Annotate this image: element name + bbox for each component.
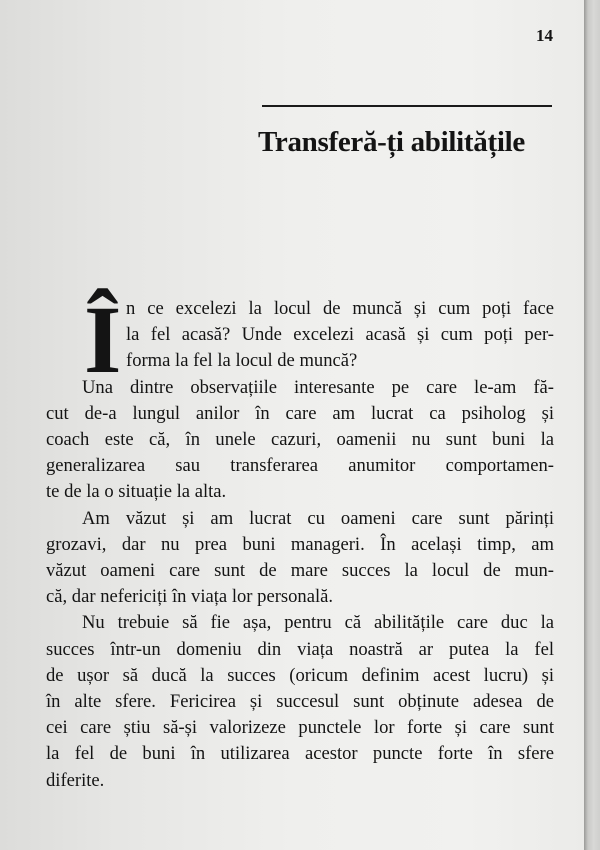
drop-cap: Î — [84, 286, 122, 393]
page-number: 14 — [536, 26, 553, 45]
text-line: Am văzut și am lucrat cu oameni care sunt părinți — [82, 507, 554, 529]
book-gutter — [584, 0, 600, 850]
text-line: succes într-un domeniu din viața noastră ar putea la fel — [46, 638, 554, 660]
body-text — [46, 286, 554, 794]
text-line: Una dintre observațiile interesante pe care le-am fă- — [82, 376, 554, 398]
paragraph — [46, 375, 554, 506]
text-line: văzut oameni care sunt de mare succes la locul de mun- — [46, 560, 554, 582]
chapter-title: Transferă-ți abilitățile — [258, 126, 525, 158]
text-line: te de la o situație la alta. — [46, 481, 227, 503]
paragraph — [46, 506, 554, 611]
text-line: forma la fel la locul de muncă? — [126, 350, 358, 372]
text-line: de ușor să ducă la succes (oricum definim acest lucru) și — [46, 664, 554, 686]
text-line: n ce excelezi la locul de muncă și cum poți face — [126, 298, 554, 319]
title-rule — [262, 105, 552, 107]
text-line: generalizarea sau transferarea anumitor comportamen- — [46, 455, 554, 477]
paragraph — [46, 610, 554, 793]
text-line: că, dar nefericiți în viața lor personală. — [46, 586, 334, 608]
text-line: grozavi, dar nu prea buni manageri. În același timp, am — [46, 533, 554, 555]
text-line: în alte sfere. Fericirea și succesul sunt obținute adesea de — [46, 691, 554, 713]
text-line: diferite. — [46, 769, 105, 791]
text-line: Nu trebuie să fie așa, pentru că abilitățile care duc la — [82, 612, 554, 634]
text-line: la fel acasă? Unde excelezi acasă și cum poți per- — [126, 324, 554, 346]
text-line: coach este că, în unele cazuri, oamenii nu sunt buni la — [46, 429, 554, 451]
text-line: la fel de buni în utilizarea acestor puncte forte în sfere — [46, 743, 554, 765]
text-line: cut de-a lungul anilor în care am lucrat ca psiholog și — [46, 402, 554, 424]
text-line: cei care știu să-și valorizeze punctele lor forte și care sunt — [46, 717, 554, 739]
